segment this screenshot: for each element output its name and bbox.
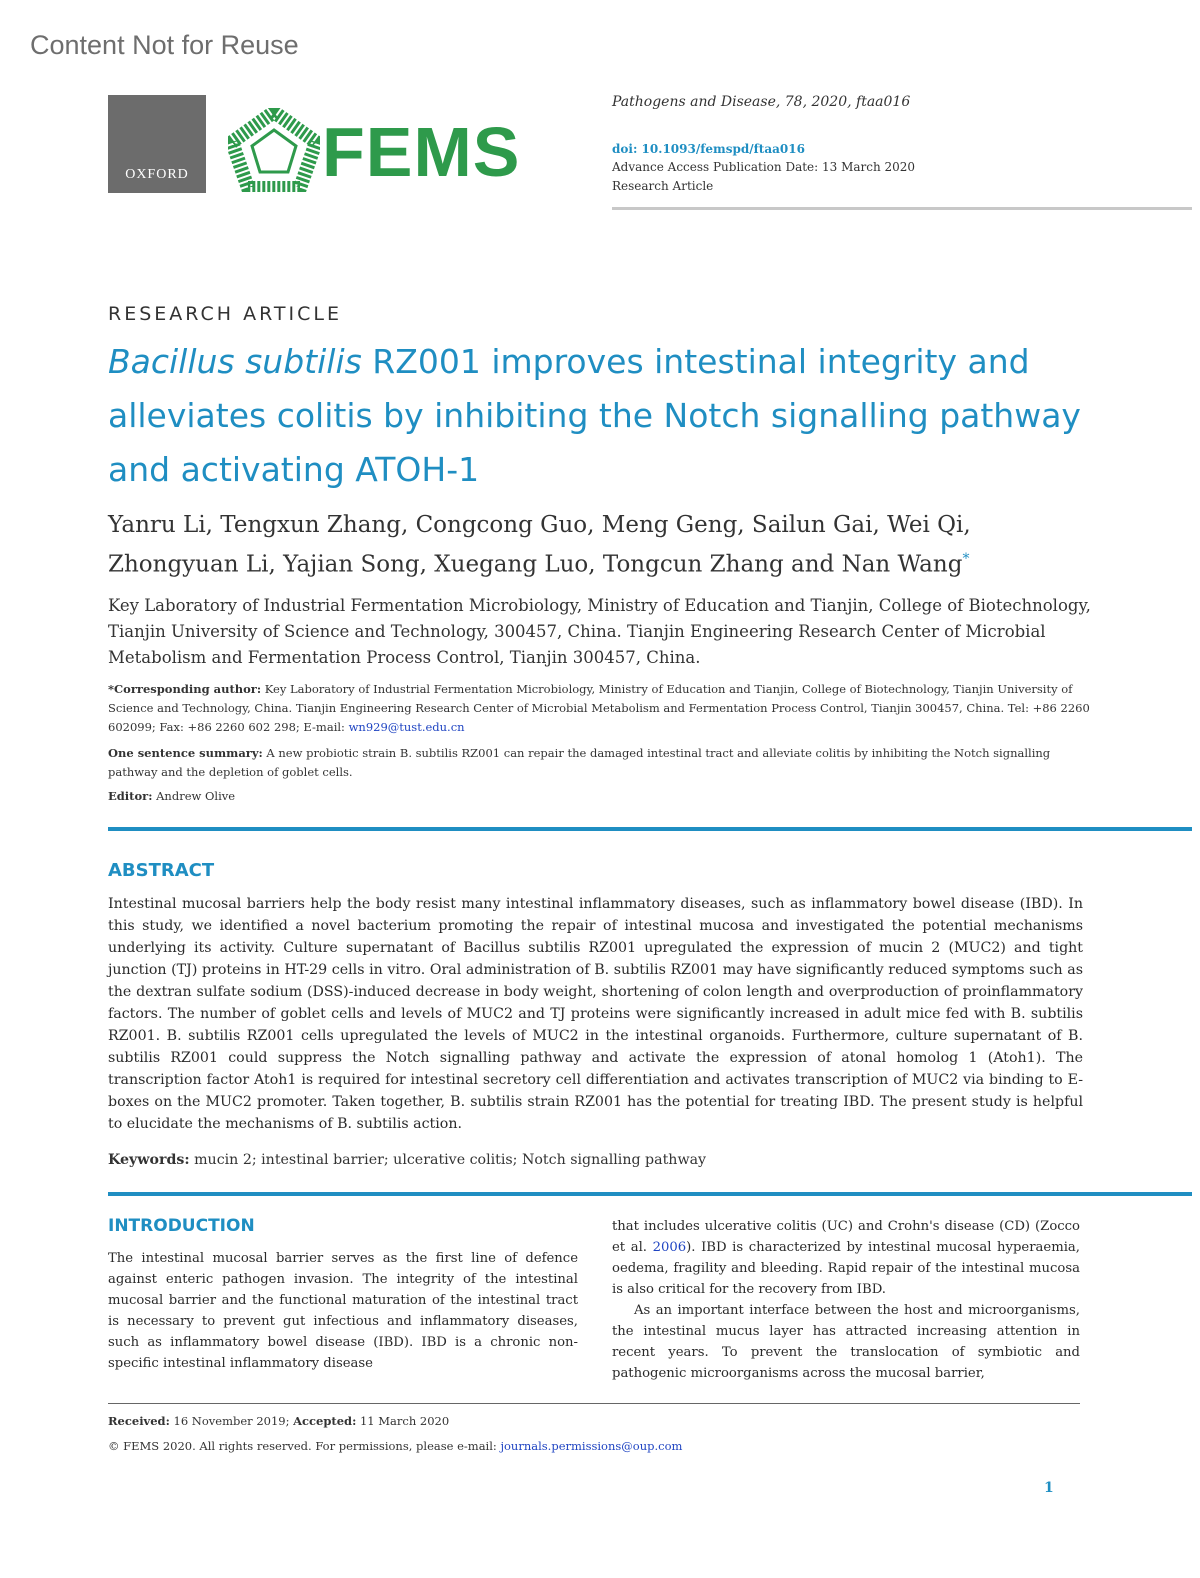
accepted-label: Accepted: [293, 1414, 357, 1428]
summary-label: One sentence summary: [108, 746, 263, 760]
watermark: Content Not for Reuse [30, 30, 299, 60]
footer-divider [108, 1403, 1080, 1404]
one-sentence-summary [108, 744, 1088, 782]
fems-logo-text: FEMS [322, 113, 521, 191]
affiliation: Key Laboratory of Industrial Fermentation Microbiology, Ministry of Education and Tianjin, College of Biotechnology, Tianjin University of Science and Technology, 300457, China. Tianjin Engineering Research Center of Microbial Metabolism and Fermentation Process Control, Tianjin 300457, China. [108, 596, 1091, 667]
summary-text: A new probiotic strain B. subtilis RZ001 can repair the damaged intestinal tract and alleviate colitis by inhibiting the Notch signalling pathway and the depletion of goblet cells. [108, 746, 1051, 779]
introduction-column-1: The intestinal mucosal barrier serves as the first line of defence against enteric pathogen invasion. The integrity of the intestinal mucosal barrier and the functional maturation of the intestinal tract is necessary to prevent gut infectious and inflammatory diseases, such as inflammatory bowel disease (IBD). IBD is a chronic non-specific intestinal inflammatory disease [108, 1251, 578, 1371]
article-label: RESEARCH ARTICLE [108, 303, 343, 325]
received-date: 16 November 2019; [169, 1414, 294, 1428]
abstract-text: Intestinal mucosal barriers help the body resist many intestinal inflammatory diseases, such as inflammatory bowel disease (IBD). In this study, we identified a novel bacterium promoting the repair of intestinal mucosa and investigated the potential mechanisms underlying its activity. Culture supernatant of Bacillus subtilis RZ001 upregulated the expression of mucin 2 (MUC2) and tight junction (TJ) proteins in HT-29 cells in vitro. Oral administration of B. subtilis RZ001 may have significantly reduced symptoms such as the dextran sulfate sodium (DSS)-induced decrease in body weight, shortening of colon length and overproduction of proinflammatory factors. The number of goblet cells and levels of MUC2 and TJ proteins were significantly increased in adult mice fed with B. subtilis RZ001. B. subtilis RZ001 cells upregulated the levels of MUC2 in the intestinal organoids. Furthermore, culture supernatant of B. subtilis RZ001 could suppress the Notch signalling pathway and activate the expression of atonal homolog 1 (Atoh1). The transcription factor Atoh1 is required for intestinal secretory cell differentiation and activates transcription of MUC2 via binding to E-boxes on the MUC2 promoter. Taken together, B. subtilis strain RZ001 has the potential for treating IBD. The present study is helpful to elucidate the mechanisms of B. subtilis action. [108, 896, 1083, 1132]
abstract-bottom-divider [108, 1192, 1192, 1196]
title-rest: RZ001 improves intestinal integrity and alleviates colitis by inhibiting the Notch signalling pathway and activating ATOH-1 [108, 342, 1081, 489]
abstract-heading: ABSTRACT [108, 860, 215, 881]
corresponding-label: *Corresponding author: [108, 682, 262, 696]
editor-name: Andrew Olive [152, 789, 236, 803]
introduction-column-2 [612, 1216, 1080, 1384]
paragraph-text: that includes ulcerative colitis (UC) and Crohn's disease (CD) (Zocco et al. [612, 1219, 1080, 1255]
citation-link[interactable]: 2006 [652, 1240, 687, 1255]
page-number: 1 [1044, 1480, 1054, 1496]
oxford-logo [108, 95, 206, 193]
journal-citation: Pathogens and Disease, 78, 2020, ftaa016 [612, 94, 911, 110]
authors-line-2: Zhongyuan Li, Yajian Song, Xuegang Luo, Tongcun Zhang and Nan Wang [108, 551, 963, 578]
fems-pentagon-icon [228, 108, 320, 192]
editor-label: Editor: [108, 789, 153, 803]
advance-access-date: Advance Access Publication Date: 13 March 2020 [612, 160, 916, 174]
article-title [108, 335, 1108, 497]
article-type: Research Article [612, 179, 714, 193]
keywords-label: Keywords: [108, 1152, 190, 1168]
received-dates [108, 1414, 449, 1428]
oxford-logo-text: OXFORD [125, 167, 189, 182]
abstract-top-divider [108, 827, 1192, 831]
received-label: Received: [108, 1414, 170, 1428]
permissions-email-link[interactable]: journals.permissions@oup.com [500, 1439, 683, 1453]
authors-line-1: Yanru Li, Tengxun Zhang, Congcong Guo, Meng Geng, Sailun Gai, Wei Qi, [108, 512, 971, 538]
corresponding-text: Key Laboratory of Industrial Fermentation Microbiology, Ministry of Education and Tianjin, College of Biotechnology, Tianjin University of Science and Technology, China. Tianjin Engineering Research Center of Microbial Metabolism and Fermentation Process Control, Tianjin 300457, China. Tel: +86 2260 602099; Fax: +86 2260 602 298; E-mail: [108, 682, 1090, 734]
keywords-list: mucin 2; intestinal barrier; ulcerative colitis; Notch signalling pathway [189, 1152, 707, 1168]
corresponding-mark[interactable]: * [962, 551, 970, 567]
author-list [108, 508, 1158, 582]
corresponding-author [108, 680, 1098, 737]
accepted-date: 11 March 2020 [356, 1414, 450, 1428]
copyright-text: © FEMS 2020. All rights reserved. For permissions, please e-mail: [108, 1439, 501, 1453]
introduction-heading: INTRODUCTION [108, 1216, 255, 1236]
doi-link[interactable]: doi: 10.1093/femspd/ftaa016 [612, 142, 805, 156]
header-divider [612, 207, 1192, 210]
editor [108, 789, 235, 803]
corresponding-email-link[interactable]: wn929@tust.edu.cn [348, 720, 465, 734]
introduction-paragraph [612, 1216, 1080, 1300]
copyright [108, 1439, 682, 1453]
keywords [108, 1152, 706, 1168]
paragraph-text: ). IBD is characterized by intestinal mucosal hyperaemia, oedema, fragility and bleeding. Rapid repair of the intestinal mucosa is also critical for the recovery from IBD. [612, 1240, 1080, 1297]
title-species: Bacillus subtilis [108, 342, 362, 381]
introduction-paragraph: As an important interface between the host and microorganisms, the intestinal mucus layer has attracted increasing attention in recent years. To prevent the translocation of symbiotic and pathogenic microorganisms across the mucosal barrier, [612, 1303, 1080, 1381]
